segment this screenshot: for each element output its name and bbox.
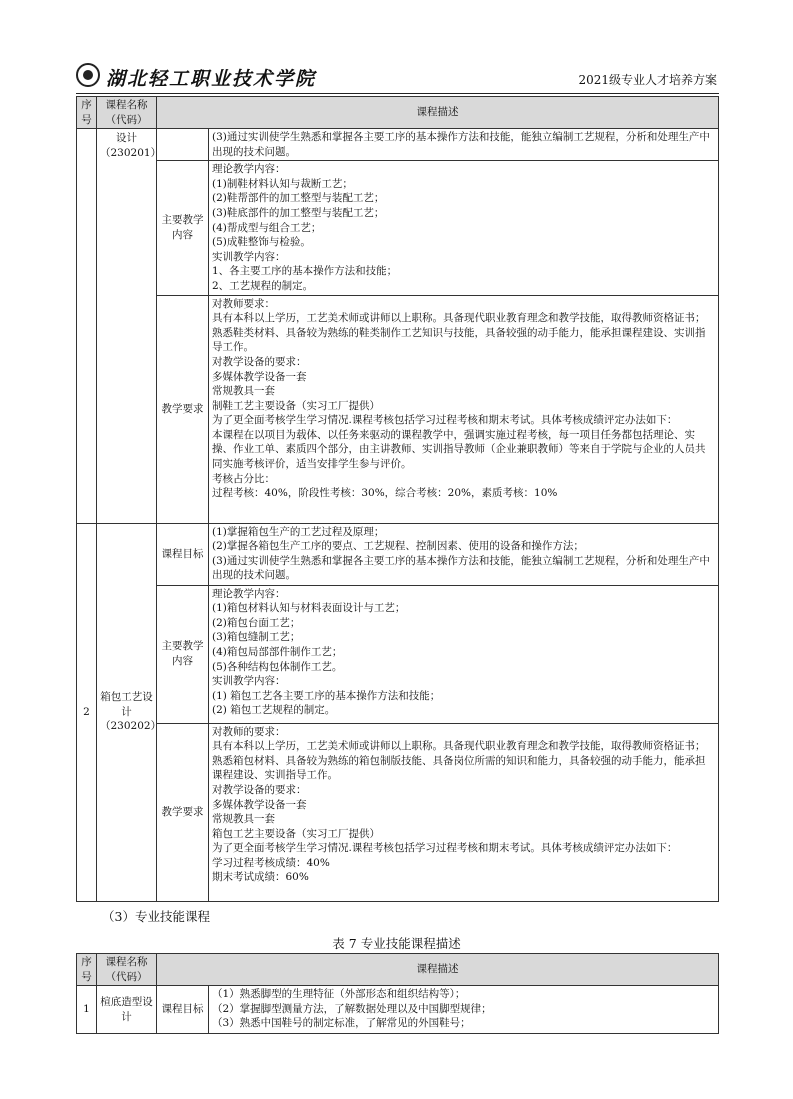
list-item: 常规教具一套 xyxy=(212,813,275,826)
list-item: 常规教具一套 xyxy=(212,385,275,398)
th-seq: 序号 xyxy=(77,954,97,986)
list-item: 对教师要求： xyxy=(212,297,275,310)
list-item: (2)箱包台面工艺； xyxy=(212,616,301,629)
list-item: (5)各种结构包体制作工艺。 xyxy=(212,660,343,673)
list-item: 对教师的要求： xyxy=(212,725,286,738)
th-course: 课程名称（代码） xyxy=(97,954,157,986)
course1-goal-label xyxy=(157,129,209,161)
table7-goal xyxy=(209,986,719,1034)
list-item: 学习过程考核成绩：40% xyxy=(212,856,330,869)
course2-req xyxy=(209,723,719,901)
course2-name-cell xyxy=(97,523,162,901)
th-desc: 课程描述 xyxy=(157,97,719,129)
list-item: 为了更全面考核学生学习情况.课程考核包括学习过程考核和期末考试。具体考核成绩评定办法如下： xyxy=(212,842,678,855)
table7-caption: 表 7 专业技能课程描述 xyxy=(332,936,461,951)
list-item: 过程考核：40%，阶段性考核：30%，综合考核：20%，素质考核：10% xyxy=(212,487,558,500)
course1-name-cell xyxy=(97,129,162,524)
list-item: （3）熟悉中国鞋号的制定标准，了解常见的外国鞋号； xyxy=(212,1017,471,1030)
list-item: 1、各主要工序的基本操作方法和技能； xyxy=(212,265,398,278)
list-item: 为了更全面考核学生学习情况.课程考核包括学习过程考核和期末考试。具体考核成绩评定办法如下： xyxy=(212,414,678,427)
course2-seq: 2 xyxy=(77,523,97,901)
list-item: 实训教学内容： xyxy=(212,250,286,263)
plan-title: 2021级专业人才培养方案 xyxy=(578,73,717,87)
course2-code: （230202） xyxy=(100,720,162,733)
list-item: (4)帮成型与组合工艺； xyxy=(212,221,322,234)
course1-code: （230201） xyxy=(100,146,162,159)
course2-content-label: 主要教学内容 xyxy=(157,585,209,723)
course2-name: 箱包工艺设计 xyxy=(100,691,153,718)
list-item: (1)掌握箱包生产的工艺过程及原理； xyxy=(212,525,385,538)
list-item: 本课程在以项目为载体、以任务来驱动的课程教学中，强调实施过程考核，每一项目任务都包括理论、实操、作业工单、素质四个部分，由主讲教师、实训指导教师（企业兼职教师）等来自于学院与企业的人员共同实施考核评价，适当安排学生参与评价。 xyxy=(212,428,706,471)
course1-seq xyxy=(77,129,97,524)
school-logo-icon xyxy=(76,63,100,87)
list-item: (1)箱包材料认知与材料表面设计与工艺； xyxy=(212,602,406,615)
list-item: （2）掌握脚型测量方法，了解数据处理以及中国脚型规律； xyxy=(212,1002,492,1015)
course1-name: 设计 xyxy=(116,132,137,144)
course2-content xyxy=(209,585,719,723)
list-item: (2)掌握各箱包生产工序的要点、工艺规程、控制因素、使用的设备和操作方法； xyxy=(212,540,584,553)
school-name: 湖北轻工职业技术学院 xyxy=(106,68,317,90)
course2-goal-label: 课程目标 xyxy=(157,523,209,585)
course2-goal xyxy=(209,523,719,585)
list-item: 对教学设备的要求： xyxy=(212,783,307,796)
table7-name: 楦底造型设计 xyxy=(97,986,157,1034)
course1-content-label: 主要教学内容 xyxy=(157,161,209,295)
course1-content xyxy=(209,161,719,295)
list-item: (2)鞋帮部件的加工整型与装配工艺； xyxy=(212,192,385,205)
list-item: 2、工艺规程的制定。 xyxy=(212,279,314,292)
list-item: 制鞋工艺主要设备（实习工厂提供） xyxy=(212,399,380,412)
course-table xyxy=(76,96,719,902)
page-header xyxy=(76,63,719,94)
list-item: (3)通过实训使学生熟悉和掌握各主要工序的基本操作方法和技能，能独立编制工艺规程，分析和处理生产中出现的技术问题。 xyxy=(212,554,710,582)
list-item: 多媒体教学设备一套 xyxy=(212,370,307,383)
table7 xyxy=(76,953,719,1034)
course1-goal: (3)通过实训使学生熟悉和掌握各主要工序的基本操作方法和技能，能独立编制工艺规程，分析和处理生产中出现的技术问题。 xyxy=(209,129,719,161)
list-item: 对教学设备的要求： xyxy=(212,355,307,368)
list-item: (1)制鞋材料认知与裁断工艺； xyxy=(212,177,353,190)
list-item: 理论教学内容： xyxy=(212,587,286,600)
course1-req-label: 教学要求 xyxy=(157,295,209,523)
list-item: 考核占分比： xyxy=(212,472,275,485)
list-item: 多媒体教学设备一套 xyxy=(212,798,307,811)
list-item: (3)箱包缝制工艺； xyxy=(212,631,301,644)
list-item: (1) 箱包工艺各主要工序的基本操作方法和技能； xyxy=(212,689,441,702)
list-item: （1）熟悉脚型的生理特征（外部形态和组织结构等）； xyxy=(212,988,466,1000)
th-desc: 课程描述 xyxy=(157,954,719,986)
section-heading: （3）专业技能课程 xyxy=(102,909,210,924)
list-item: 箱包工艺主要设备（实习工厂提供） xyxy=(212,827,380,840)
course1-req xyxy=(209,295,719,523)
th-course: 课程名称（代码） xyxy=(97,97,157,129)
course2-req-label: 教学要求 xyxy=(157,723,209,901)
th-seq: 序号 xyxy=(77,97,97,129)
list-item: (4)箱包局部部件制作工艺； xyxy=(212,645,343,658)
list-item: (3)鞋底部件的加工整型与装配工艺； xyxy=(212,206,385,219)
table7-goal-label: 课程目标 xyxy=(157,986,209,1034)
list-item: 具有本科以上学历，工艺美术师或讲师以上职称。具备现代职业教育理念和教学技能，取得教师资格证书；熟悉鞋类材料、具备较为熟练的鞋类制作工艺知识与技能，具备较强的动手能力，能承担课程建设、实训指导工作。 xyxy=(212,312,706,354)
list-item: 期末考试成绩：60% xyxy=(212,871,309,884)
list-item: (5)成鞋整饰与检验。 xyxy=(212,236,311,249)
list-item: 具有本科以上学历，工艺美术师或讲师以上职称。具备现代职业教育理念和教学技能，取得教师资格证书；熟悉箱包材料、具备较为熟练的箱包制版技能、具备岗位所需的知识和能力，具备较强的动手能力，能承担课程建设、实训指导工作。 xyxy=(212,740,706,782)
list-item: 实训教学内容： xyxy=(212,675,286,688)
list-item: (2) 箱包工艺规程的制定。 xyxy=(212,704,336,717)
list-item: 理论教学内容： xyxy=(212,163,286,176)
table7-seq: 1 xyxy=(77,986,97,1034)
